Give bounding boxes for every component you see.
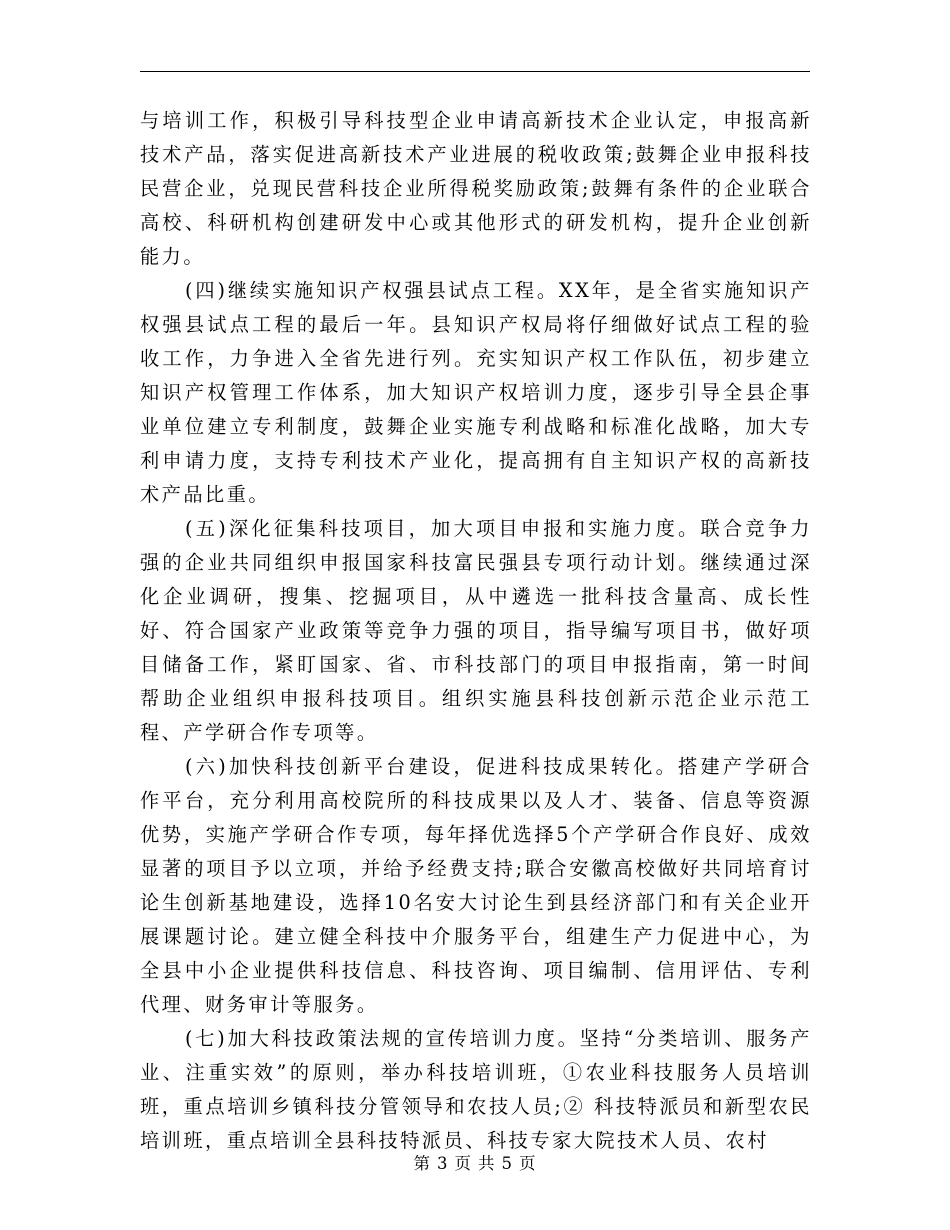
paragraph-section-6: (六)加快科技创新平台建设，促进科技成果转化。搭建产学研合作平台，充分利用高校院所的科技成果以及人才、装备、信息等资源优势，实施产学研合作专项，每年择优选择5个产学研合作良好、成效显著的项目予以立项，并给予经费支持;联合安徽高校做好共同培育讨论生创新基地建设，选择10名安大讨论生到县经济部门和有关企业开展课题讨论。建立健全科技中介服务平台，组建生产力促进中心，为全县中小企业提供科技信息、科技咨询、项目编制、信用评估、专利代理、财务审计等服务。 <box>140 755 812 1016</box>
header-rule <box>140 71 810 72</box>
paragraph-section-4: (四)继续实施知识产权强县试点工程。XX年，是全省实施知识产权强县试点工程的最后一年。县知识产权局将仔细做好试点工程的验收工作，力争进入全省先进行列。充实知识产权工作队伍，初步建立知识产权管理工作体系，加大知识产权培训力度，逐步引导全县企事业单位建立专利制度，鼓舞企业实施专利战略和标准化战略，加大专利申请力度，支持专利技术产业化，提高拥有自主知识产权的高新技术产品比重。 <box>140 279 812 506</box>
document-body <box>140 104 812 1158</box>
paragraph-continued: 与培训工作，积极引导科技型企业申请高新技术企业认定，申报高新技术产品，落实促进高新技术产业进展的税收政策;鼓舞企业申报科技民营企业，兑现民营科技企业所得税奖励政策;鼓舞有条件的企业联合高校、科研机构创建研发中心或其他形式的研发机构，提升企业创新能力。 <box>140 109 812 268</box>
footer-page-word: 页 <box>454 1154 472 1173</box>
page-footer <box>0 1153 950 1175</box>
footer-total-pages: 5 <box>501 1154 513 1173</box>
footer-suffix: 页 <box>519 1154 537 1173</box>
paragraph-section-5: (五)深化征集科技项目，加大项目申报和实施力度。联合竞争力强的企业共同组织申报国家科技富民强县专项行动计划。继续通过深化企业调研，搜集、挖掘项目，从中遴选一批科技含量高、成长性好、符合国家产业政策等竞争力强的项目，指导编写项目书，做好项目储备工作，紧盯国家、省、市科技部门的项目申报指南，第一时间帮助企业组织申报科技项目。组织实施县科技创新示范企业示范工程、产学研合作专项等。 <box>140 517 812 744</box>
paragraph-section-7: (七)加大科技政策法规的宣传培训力度。坚持“分类培训、服务产业、注重实效”的原则，举办科技培训班，①农业科技服务人员培训班，重点培训乡镇科技分管领导和农技人员;② 科技特派员和新型农民培训班，重点培训全县科技特派员、科技专家大院技术人员、农村 <box>140 1027 812 1152</box>
footer-current-page: 3 <box>437 1154 449 1173</box>
footer-total-word: 共 <box>478 1154 496 1173</box>
footer-prefix: 第 <box>413 1154 431 1173</box>
